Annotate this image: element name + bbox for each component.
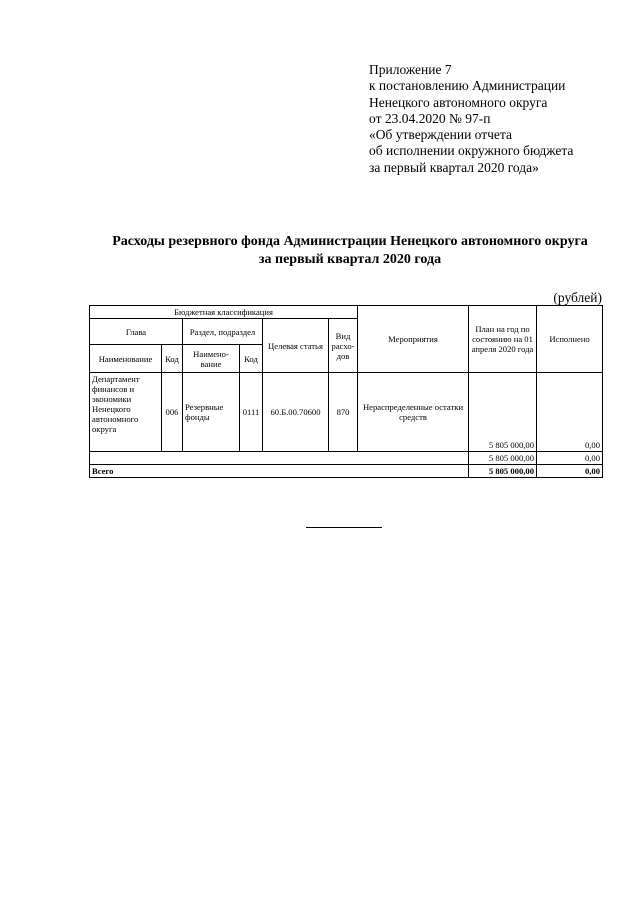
appendix-line: к постановлению Администрации (369, 78, 566, 94)
appendix-block (369, 62, 619, 176)
table-row (90, 373, 603, 452)
cell-plan: 5 805 000,00 (469, 373, 537, 452)
appendix-line: за первый квартал 2020 года» (369, 159, 539, 175)
unit-label: (рублей) (553, 290, 602, 305)
total-label: Всего (90, 465, 469, 478)
cell-razdel-name: Резервные фонды (183, 373, 240, 452)
header-plan: План на год по состоянию на 01 апреля 2020 года (469, 306, 537, 373)
header-ispolneno: Исполнено (537, 306, 603, 373)
header-celevaya: Целевая статья (263, 319, 329, 373)
subtotal-ispolneno: 0,00 (537, 452, 603, 465)
end-divider (306, 527, 382, 528)
cell-kod: 006 (162, 373, 183, 452)
appendix-line: от 23.04.2020 № 97-п (369, 110, 491, 126)
appendix-line: Приложение 7 (369, 62, 452, 77)
cell-meropriyatie: Нераспределенные остатки средств (358, 373, 469, 452)
cell-celevaya: 60.Б.00.70600 (263, 373, 329, 452)
header-razdel: Раздел, подраздел (183, 319, 263, 345)
cell-razdel-kod: 0111 (240, 373, 263, 452)
appendix-line: об исполнении окружного бюджета (369, 143, 574, 159)
cell-ispolneno: 0,00 (537, 373, 603, 452)
title-line-2: за первый квартал 2020 года (258, 252, 442, 267)
title-line-1: Расходы резервного фонда Администрации Ненецкого автономного округа (112, 234, 588, 249)
subtotal-plan: 5 805 000,00 (469, 452, 537, 465)
header-budget-classification: Бюджетная классификация (90, 306, 358, 319)
header-razdel-naimenovanie: Наимено-вание (183, 345, 240, 373)
total-row (90, 465, 603, 478)
document-title (60, 233, 640, 269)
header-row-1 (90, 306, 603, 319)
expenses-table (89, 305, 603, 478)
header-naimenovanie: Наименование (90, 345, 162, 373)
cell-name: Департамент финансов и экономики Ненецкого автономного округа (90, 373, 162, 452)
cell-vid: 870 (329, 373, 358, 452)
header-meropriyatiya: Мероприятия (358, 306, 469, 373)
header-glava: Глава (90, 319, 183, 345)
subtotal-row (90, 452, 603, 465)
header-vid: Вид расхо-дов (329, 319, 358, 373)
header-kod: Код (162, 345, 183, 373)
total-plan: 5 805 000,00 (469, 465, 537, 478)
total-ispolneno: 0,00 (537, 465, 603, 478)
header-razdel-kod: Код (240, 345, 263, 373)
subtotal-empty (90, 452, 469, 465)
appendix-line: Ненецкого автономного округа (369, 94, 548, 110)
appendix-line: «Об утверждении отчета (369, 127, 512, 143)
